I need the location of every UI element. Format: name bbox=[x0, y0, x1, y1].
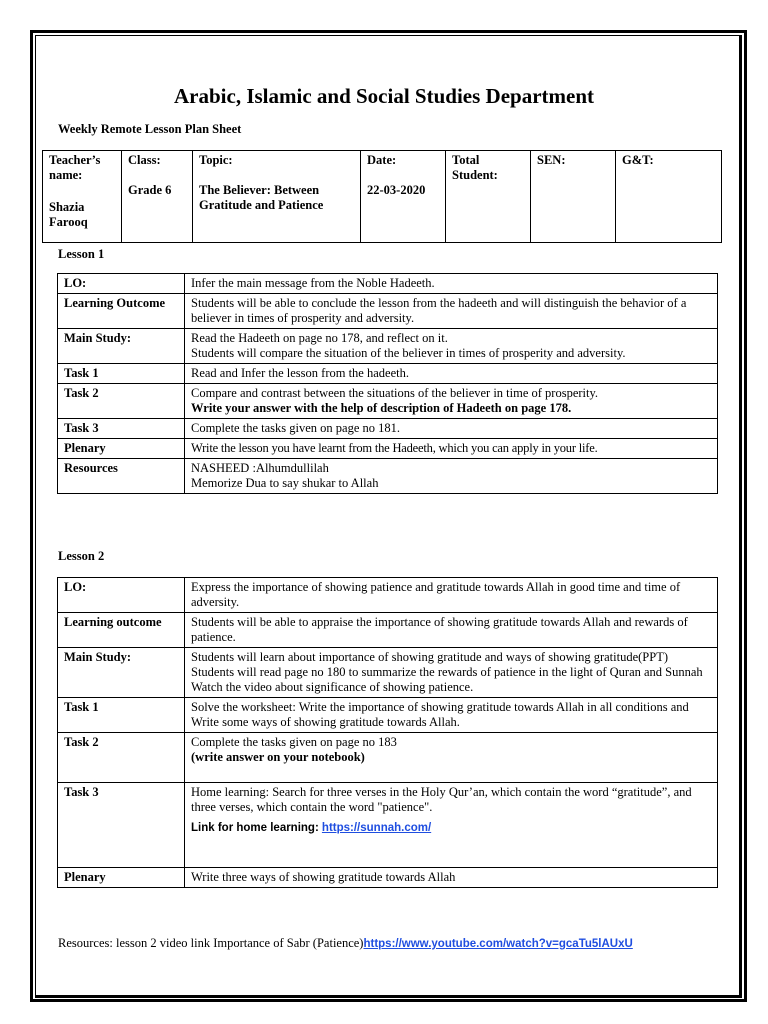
task2-bold-line: (write answer on your notebook) bbox=[191, 750, 365, 764]
plenary-label: Plenary bbox=[58, 439, 185, 459]
resources-text bbox=[185, 459, 718, 494]
main-study-line: Read the Hadeeth on page no 178, and reflect on it. bbox=[191, 331, 448, 345]
table-row bbox=[58, 698, 718, 733]
table-row bbox=[58, 868, 718, 888]
task2-line: Compare and contrast between the situations of the believer in time of prosperity. bbox=[191, 386, 599, 400]
table-row bbox=[58, 274, 718, 294]
task2-label: Task 2 bbox=[58, 733, 185, 783]
resources-line: Memorize Dua to say shukar to Allah bbox=[191, 476, 379, 490]
task3-text bbox=[185, 783, 718, 868]
class-label: Class: bbox=[128, 153, 161, 167]
table-row bbox=[58, 329, 718, 364]
home-learning-link-row bbox=[191, 820, 711, 836]
plenary-label: Plenary bbox=[58, 868, 185, 888]
total-student-cell bbox=[446, 151, 531, 243]
task1-text: Read and Infer the lesson from the hadeeth. bbox=[185, 364, 718, 384]
resources-footer-text: Resources: lesson 2 video link Importance of Sabr (Patience) bbox=[58, 936, 364, 950]
date-value: 22-03-2020 bbox=[367, 183, 426, 197]
lesson1-label: Lesson 1 bbox=[58, 247, 105, 261]
resources-label: Resources bbox=[58, 459, 185, 494]
date-cell bbox=[361, 151, 446, 243]
plenary-text: Write three ways of showing gratitude towards Allah bbox=[185, 868, 718, 888]
lesson2-table bbox=[57, 577, 718, 888]
outcome-text: Students will be able to appraise the importance of showing gratitude towards Allah and rewards of patience. bbox=[185, 613, 718, 648]
main-study-line: Watch the video about significance of showing patience. bbox=[191, 680, 474, 694]
task2-text bbox=[185, 384, 718, 419]
lesson1-table bbox=[57, 273, 718, 494]
lo-text: Infer the main message from the Noble Hadeeth. bbox=[185, 274, 718, 294]
header-table bbox=[42, 150, 722, 243]
task2-label: Task 2 bbox=[58, 384, 185, 419]
teacher-label: Teacher’s name: bbox=[49, 153, 101, 182]
main-study-line: Students will read page no 180 to summarize the rewards of patience in the light of Quran and Sunnah bbox=[191, 665, 703, 679]
outcome-text: Students will be able to conclude the lesson from the hadeeth and will distinguish the behavior of a believer in times of prosperity and adversity. bbox=[185, 294, 718, 329]
table-row bbox=[58, 439, 718, 459]
table-row bbox=[58, 384, 718, 419]
table-row bbox=[58, 294, 718, 329]
sen-label: SEN: bbox=[537, 153, 566, 167]
teacher-cell bbox=[43, 151, 122, 243]
class-cell bbox=[122, 151, 193, 243]
outcome-label: Learning Outcome bbox=[58, 294, 185, 329]
task3-label: Task 3 bbox=[58, 419, 185, 439]
lesson2-label: Lesson 2 bbox=[58, 549, 105, 563]
table-row bbox=[58, 364, 718, 384]
topic-cell bbox=[193, 151, 361, 243]
total-student-label: Total Student: bbox=[452, 153, 498, 182]
task1-text: Solve the worksheet: Write the importance of showing gratitude towards Allah in all conditions and Write some ways of showing gratitude towards Allah. bbox=[185, 698, 718, 733]
page-subtitle: Weekly Remote Lesson Plan Sheet bbox=[58, 122, 242, 136]
teacher-value: Shazia Farooq bbox=[49, 200, 88, 229]
home-learning-link-label: Link for home learning: bbox=[191, 822, 319, 834]
lo-label: LO: bbox=[58, 274, 185, 294]
sen-cell bbox=[531, 151, 616, 243]
task3-label: Task 3 bbox=[58, 783, 185, 868]
task1-label: Task 1 bbox=[58, 364, 185, 384]
topic-value: The Believer: Between Gratitude and Patience bbox=[199, 183, 324, 212]
lo-label: LO: bbox=[58, 578, 185, 613]
resources-footer bbox=[58, 936, 633, 951]
table-row bbox=[58, 459, 718, 494]
table-row bbox=[58, 783, 718, 868]
topic-label: Topic: bbox=[199, 153, 233, 167]
main-study-line: Students will learn about importance of showing gratitude and ways of showing gratitude(PPT) bbox=[191, 650, 668, 664]
gt-label: G&T: bbox=[622, 153, 654, 167]
class-value: Grade 6 bbox=[128, 183, 172, 197]
task2-text bbox=[185, 733, 718, 783]
plenary-text: Write the lesson you have learnt from the Hadeeth, which you can apply in your life. bbox=[185, 439, 718, 459]
page-title: Arabic, Islamic and Social Studies Department bbox=[174, 84, 594, 108]
table-row bbox=[58, 613, 718, 648]
sunnah-link[interactable]: https://sunnah.com/ bbox=[321, 822, 432, 834]
outcome-label: Learning outcome bbox=[58, 613, 185, 648]
task3-text: Complete the tasks given on page no 181. bbox=[185, 419, 718, 439]
lo-text: Express the importance of showing patience and gratitude towards Allah in good time and time of adversity. bbox=[185, 578, 718, 613]
table-row bbox=[58, 733, 718, 783]
date-label: Date: bbox=[367, 153, 397, 167]
main-study-text bbox=[185, 329, 718, 364]
main-study-label: Main Study: bbox=[58, 329, 185, 364]
task3-line: Home learning: Search for three verses in the Holy Qur’an, which contain the word “gratitude”, and three verses, which contain the word "patience". bbox=[191, 785, 692, 814]
task2-line: Complete the tasks given on page no 183 bbox=[191, 735, 397, 749]
table-row bbox=[58, 578, 718, 613]
main-study-text bbox=[185, 648, 718, 698]
main-study-line: Students will compare the situation of the believer in times of prosperity and adversity. bbox=[191, 346, 626, 360]
resources-line: NASHEED :Alhumdullilah bbox=[191, 461, 329, 475]
youtube-link[interactable]: https://www.youtube.com/watch?v=gcaTu5lAUxU bbox=[363, 938, 633, 950]
main-study-label: Main Study: bbox=[58, 648, 185, 698]
task1-label: Task 1 bbox=[58, 698, 185, 733]
task2-bold-line: Write your answer with the help of description of Hadeeth on page 178. bbox=[191, 401, 572, 415]
table-row bbox=[58, 419, 718, 439]
gt-cell bbox=[616, 151, 722, 243]
table-row bbox=[58, 648, 718, 698]
